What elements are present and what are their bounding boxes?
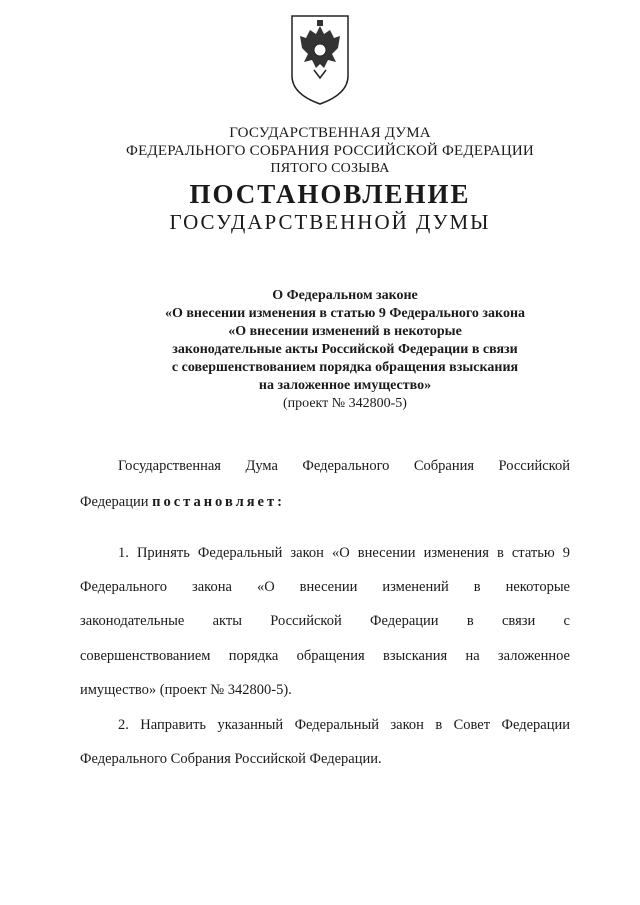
intro-text: Государственная Дума Федерального Собрания Российской [118,458,570,474]
paragraph-1: законодательные акты Российской Федерации в связи с [80,613,570,629]
subject-line: «О внесении изменения в статью 9 Федерального закона [164,306,526,321]
subject-line: О Федеральном законе [272,288,418,303]
paragraph-1: совершенствованием порядка обращения взыскания на заложенное [80,648,570,664]
intro-text-cont: Федерации постановляет: [80,494,285,510]
page-subtitle: ГОСУДАРСТВЕННОЙ ДУМЫ [169,210,491,234]
coat-of-arms-icon [288,12,352,108]
paragraph-1: 1. Принять Федеральный закон «О внесении изменения в статью 9 [118,545,570,561]
subject-line: с совершенствованием порядка обращения взыскания [171,360,519,375]
decree-word: постановляет: [152,494,285,510]
subject-line: на заложенное имущество» [258,378,432,393]
subject-line: законодательные акты Российской Федерации в связи [172,342,518,357]
paragraph-2: Федерального Собрания Российской Федерации. [80,751,382,767]
paragraph-1: имущество» (проект № 342800-5). [80,682,292,698]
paragraph-1: Федерального закона «О внесении изменений в некоторые [80,579,570,595]
header-convocation: ПЯТОГО СОЗЫВА [270,161,390,176]
header-duma: ГОСУДАРСТВЕННАЯ ДУМА [229,125,431,141]
bill-number: (проект № 342800-5) [283,396,407,411]
header-assembly: ФЕДЕРАЛЬНОГО СОБРАНИЯ РОССИЙСКОЙ ФЕДЕРАЦИИ [126,143,534,159]
subject-line: «О внесении изменений в некоторые [228,324,462,339]
paragraph-2: 2. Направить указанный Федеральный закон в Совет Федерации [118,717,570,733]
page-title: ПОСТАНОВЛЕНИЕ [189,179,471,209]
state-emblem [288,12,352,108]
